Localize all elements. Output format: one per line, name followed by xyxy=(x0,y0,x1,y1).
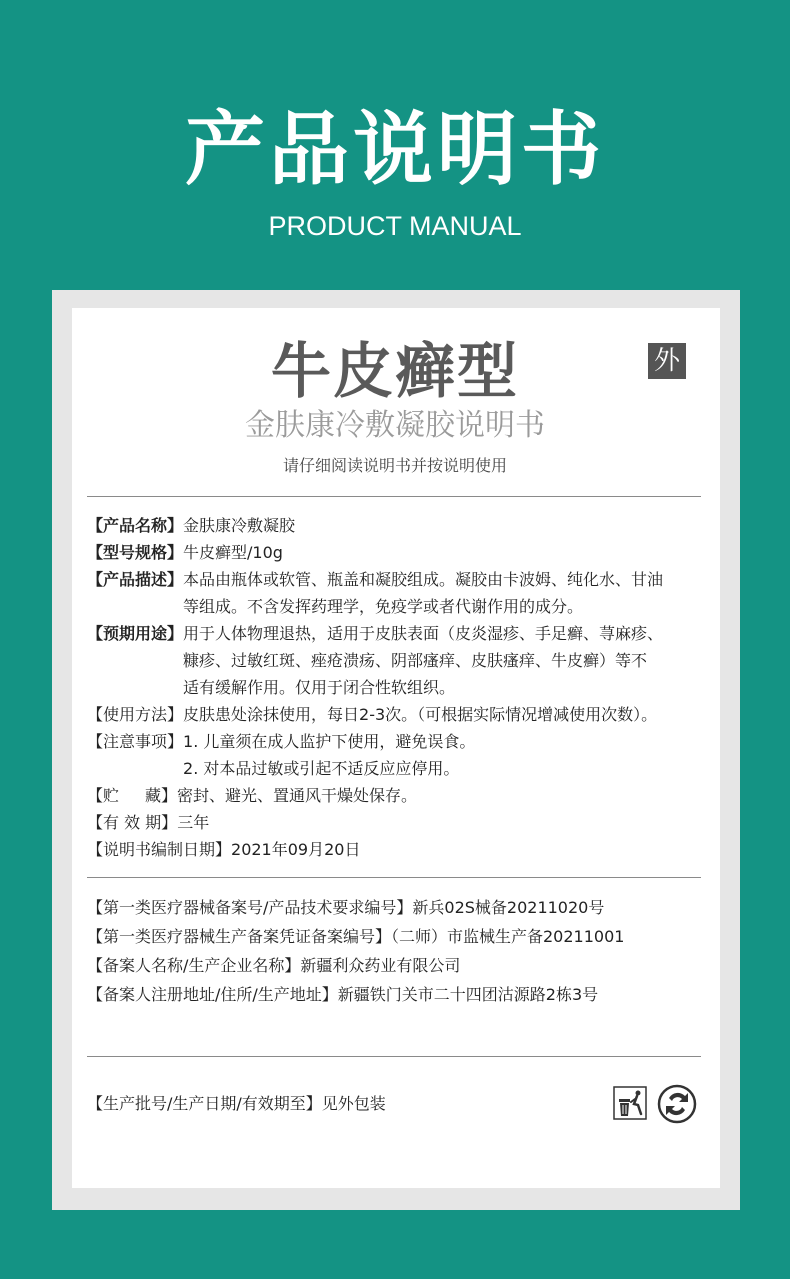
spec-revision-date xyxy=(87,836,717,863)
spec-label-right: 藏】 xyxy=(145,786,178,805)
external-use-badge: 外 xyxy=(648,343,686,379)
spec-value: 本品由瓶体或软管、瓶盖和凝胶组成。凝胶由卡波姆、纯化水、甘油 xyxy=(183,570,664,589)
spec-value: 牛皮癣型/10g xyxy=(183,543,283,562)
document-instruction: 请仔细阅读说明书并按说明使用 xyxy=(282,456,507,475)
divider xyxy=(87,1056,701,1057)
spec-value: 1. 儿童须在成人监护下使用，避免误食。 xyxy=(183,732,476,751)
spec-intended-use xyxy=(87,620,717,701)
spec-model xyxy=(87,539,717,566)
spec-label: 【注意事项】 xyxy=(87,732,184,751)
registration-company: 【备案人名称/生产企业名称】新疆利众药业有限公司 xyxy=(87,956,461,975)
batch-info: 【生产批号/生产日期/有效期至】见外包装 xyxy=(87,1094,386,1113)
spec-product-name xyxy=(87,512,717,539)
spec-value: 皮肤患处涂抹使用，每日2-3次。（可根据实际情况增减使用次数）。 xyxy=(183,705,658,724)
spec-label: 【说明书编制日期】 xyxy=(87,840,232,859)
spec-label: 【产品名称】 xyxy=(87,516,184,535)
spec-value: 三年 xyxy=(177,813,210,832)
spec-value: 2021年09月20日 xyxy=(231,840,361,859)
divider xyxy=(87,496,701,497)
page-title: 产品说明书 xyxy=(185,103,605,196)
recycle-icon xyxy=(657,1084,697,1124)
spec-value: 2. 对本品过敏或引起不适反应应停用。 xyxy=(183,759,460,778)
registration-list xyxy=(87,893,707,1009)
spec-label: 【型号规格】 xyxy=(87,543,184,562)
spec-value: 用于人体物理退热，适用于皮肤表面（皮炎湿疹、手足癣、荨麻疹、 xyxy=(183,624,664,643)
spec-label xyxy=(87,782,177,809)
page-subtitle: PRODUCT MANUAL xyxy=(268,211,522,241)
spec-value: 金肤康冷敷凝胶 xyxy=(183,516,296,535)
spec-list xyxy=(87,512,717,863)
spec-shelf-life xyxy=(87,809,717,836)
spec-usage xyxy=(87,701,717,728)
spec-label: 【产品描述】 xyxy=(87,570,184,589)
spec-value: 密封、避光、置通风干燥处保存。 xyxy=(177,786,418,805)
spec-value: 糠疹、过敏红斑、痤疮溃疡、阴部瘙痒、皮肤瘙痒、牛皮癣）等不 xyxy=(183,651,648,670)
registration-record-number: 【第一类医疗器械备案号/产品技术要求编号】新兵02S械备20211020号 xyxy=(87,898,605,917)
spec-value: 适有缓解作用。仅用于闭合性软组织。 xyxy=(183,678,456,697)
document-subtitle: 金肤康冷敷凝胶说明书 xyxy=(245,408,545,443)
registration-address: 【备案人注册地址/住所/生产地址】新疆铁门关市二十四团沽源路2栋3号 xyxy=(87,985,599,1004)
spec-description xyxy=(87,566,717,620)
spec-label-left: 【贮 xyxy=(87,786,120,805)
registration-production-number: 【第一类医疗器械生产备案凭证备案编号】（二师）市监械生产备20211001 xyxy=(87,927,625,946)
trash-bin-icon xyxy=(613,1086,647,1120)
spec-label: 【预期用途】 xyxy=(87,624,184,643)
spec-label: 【有 效 期】 xyxy=(87,813,178,832)
document-title: 牛皮癣型 xyxy=(271,337,519,407)
spec-label: 【使用方法】 xyxy=(87,705,184,724)
spec-value: 等组成。不含发挥药理学，免疫学或者代谢作用的成分。 xyxy=(183,597,584,616)
divider xyxy=(87,877,701,878)
spec-storage xyxy=(87,782,717,809)
spec-precautions xyxy=(87,728,717,782)
